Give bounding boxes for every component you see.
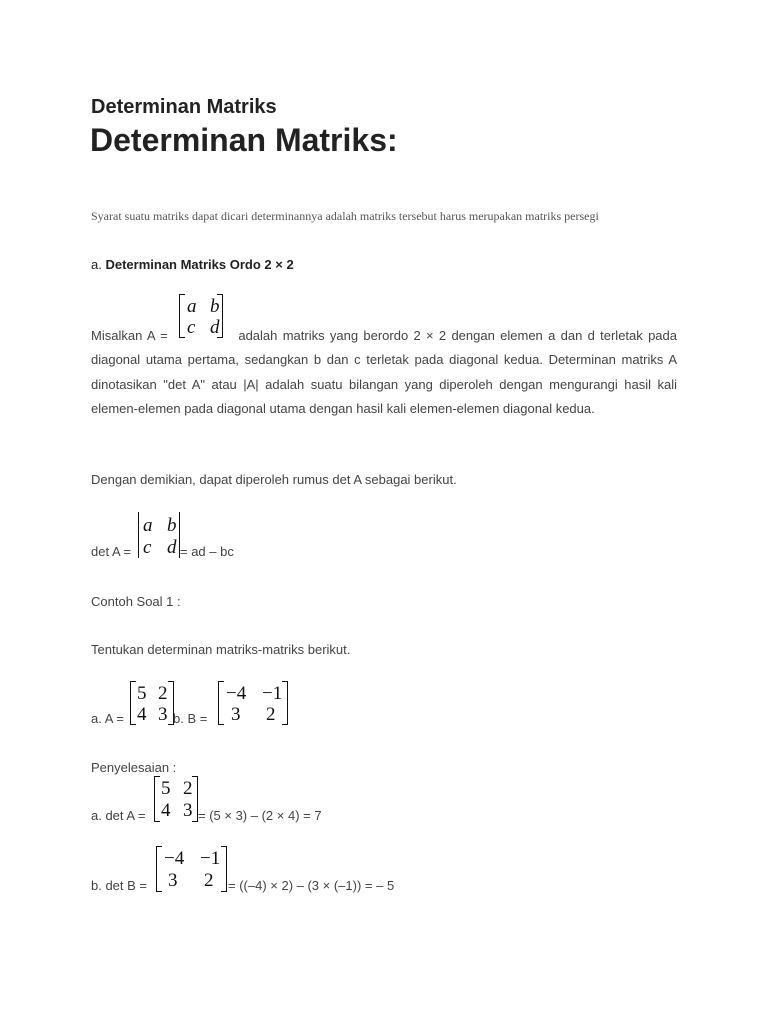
solution-b-r2c2: 2 — [204, 870, 214, 891]
solution-a-rhs: = (5 × 3) – (2 × 4) = 7 — [198, 808, 322, 823]
determinant-general — [138, 512, 180, 558]
determinant-bar-left — [138, 512, 139, 558]
formula-rhs: = ad – bc — [180, 544, 234, 559]
section-heading — [91, 257, 294, 272]
example-b-label: b. B = — [173, 711, 208, 726]
matrix-A — [130, 681, 174, 725]
matrix-cell-b: b — [210, 296, 220, 317]
solution-a-lead: a. det A = — [91, 808, 146, 823]
solution-b-r2c1: 3 — [168, 870, 178, 891]
matrix-B-r1c1: −4 — [226, 683, 247, 704]
bracket-right — [282, 681, 288, 725]
solution-b-r1c1: −4 — [164, 848, 185, 869]
matrix-A-r1c2: 2 — [158, 683, 168, 704]
matrix-B-r2c1: 3 — [231, 704, 241, 725]
bracket-left — [154, 776, 160, 822]
section-prefix: a. — [91, 257, 106, 272]
matrix-B-r1c2: −1 — [262, 683, 283, 704]
solution-a-r2c1: 4 — [161, 800, 171, 821]
matrix-A-r2c1: 4 — [137, 704, 147, 725]
solution-title: Penyelesaian : — [91, 760, 177, 775]
solution-a-r1c2: 2 — [183, 778, 193, 799]
example-title: Contoh Soal 1 : — [91, 594, 181, 609]
example-task: Tentukan determinan matriks-matriks berikut. — [91, 642, 351, 657]
paragraph-lead: Misalkan A = — [91, 328, 174, 343]
matrix-cell-a: a — [187, 296, 197, 317]
paragraph-body: adalah matriks yang berordo 2 × 2 dengan elemen a dan d terletak pada diagonal utama pertama, sedangkan b dan c terletak pada diagonal kedua. Determinan matriks A dinotasikan "det A" atau |A| adalah suatu bilangan yang diperoleh dengan mengurangi hasil kali elemen-elemen pada diagonal utama dengan hasil kali elemen-elemen diagonal kedua. — [91, 328, 677, 417]
determinant-cell-c: c — [143, 537, 152, 558]
bracket-left — [218, 681, 224, 725]
formula-intro: Dengan demikian, dapat diperoleh rumus det A sebagai berikut. — [91, 472, 457, 487]
determinant-cell-a: a — [143, 515, 153, 536]
page-title-small: Determinan Matriks — [91, 96, 277, 118]
intro-text: Syarat suatu matriks dapat dicari determinannya adalah matriks tersebut harus merupakan matriks persegi — [91, 209, 599, 223]
matrix-cell-c: c — [187, 317, 196, 338]
solution-b-lead: b. det B = — [91, 878, 148, 893]
matrix-B — [218, 681, 288, 725]
section-title: Determinan Matriks Ordo 2 × 2 — [105, 257, 294, 272]
matrix-placeholder — [173, 339, 233, 340]
matrix-cell-d: d — [210, 317, 220, 338]
formula-lead: det A = — [91, 544, 132, 559]
example-a-label: a. A = — [91, 711, 124, 726]
matrix-A-r1c1: 5 — [137, 683, 147, 704]
page-title: Determinan Matriks: — [90, 122, 398, 158]
matrix-B-r2c2: 2 — [266, 704, 276, 725]
solution-a-r2c2: 3 — [183, 800, 193, 821]
solution-b-determinant — [156, 846, 227, 892]
definition-paragraph — [91, 324, 677, 422]
determinant-cell-d: d — [167, 537, 177, 558]
solution-b-rhs: = ((–4) × 2) – (3 × (–1)) = – 5 — [228, 878, 395, 893]
determinant-cell-b: b — [167, 515, 177, 536]
solution-a-r1c1: 5 — [161, 778, 171, 799]
solution-a-determinant — [154, 776, 198, 822]
matrix-A-r2c2: 3 — [158, 704, 168, 725]
solution-b-r1c2: −1 — [200, 848, 221, 869]
bracket-right — [221, 846, 227, 892]
bracket-left — [156, 846, 162, 892]
bracket-left — [130, 681, 136, 725]
